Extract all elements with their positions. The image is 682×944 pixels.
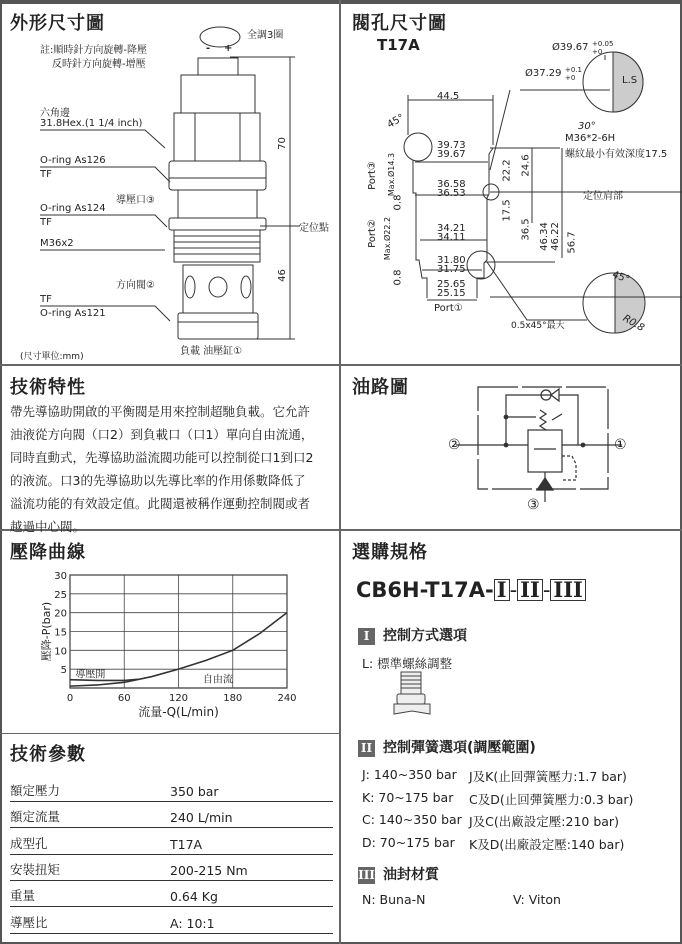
option-item: L: 標準螺絲調整: [362, 656, 453, 671]
plus-label: +: [224, 43, 233, 54]
callout-label: 六角邊: [40, 108, 70, 119]
dimension-label: 39.73: [437, 140, 466, 151]
tolerance-label: +0: [565, 74, 576, 82]
dimension-label: 46.22: [549, 222, 561, 251]
spring-range: J: 140~350 bar: [362, 767, 457, 782]
spring-note: C及D(止回彈簧壓力:0.3 bar): [469, 791, 634, 807]
note-line: 反時針方向旋轉-增壓: [52, 59, 146, 70]
section-title: 油路圖: [352, 377, 409, 398]
param-value: 200-215 Nm: [170, 862, 248, 878]
dimension-label: Max.Ø14.3: [387, 152, 397, 197]
dash: -: [542, 578, 551, 602]
annotation-free-flow: 自由流: [202, 674, 233, 686]
spring-range: D: 70~175 bar: [362, 834, 455, 850]
callout-label: 方向閥②: [116, 280, 155, 291]
section-badge: II: [358, 740, 375, 757]
spring-note: J及C(出廠設定壓:210 bar): [469, 814, 619, 829]
y-tick-label: 10: [54, 646, 67, 658]
callout-label: TF: [40, 217, 52, 228]
section-title: 技術特性: [10, 377, 86, 398]
callout-label: TF: [40, 169, 52, 180]
paragraph-line: 同時直動式，先導協助溢流閥功能可以控制從口1到口2: [10, 450, 314, 465]
model-code: [356, 578, 586, 602]
dimension-label: 34.21: [437, 223, 466, 234]
dimension-label: 定位點: [299, 223, 329, 234]
spring-note: J及K(止回彈簧壓力:1.7 bar): [469, 769, 627, 784]
callout-label: O-ring As124: [40, 203, 106, 214]
port-3-label: ③: [527, 497, 540, 513]
param-value: A: 10:1: [170, 915, 215, 931]
option-box-2: II: [517, 579, 543, 601]
adjust-screw-image: [392, 670, 432, 720]
tolerance-label: +0.05: [592, 40, 614, 48]
annotation-pilot-open: 導壓開: [75, 669, 106, 681]
thread-label: 螺紋最小有效深度17.5: [565, 149, 668, 160]
dimension-label: 39.67: [437, 149, 466, 160]
section-title: 壓降曲線: [10, 542, 86, 563]
param-row: [10, 804, 333, 828]
subsection-title: 控制彈簧選項(調壓範圍): [383, 740, 536, 756]
features-paragraph: [10, 400, 313, 538]
dimension-label: 36.5: [520, 218, 532, 241]
shoulder-label: 定位肩部: [583, 191, 623, 202]
seal-option-header: [358, 864, 439, 884]
y-tick-label: 30: [54, 571, 67, 582]
y-tick-label: 20: [54, 608, 67, 620]
seal-option-v: V: Viton: [513, 892, 561, 907]
y-tick-label: 15: [54, 627, 67, 639]
radius-label: R0.8: [620, 313, 647, 334]
dimension-label: 31.75: [437, 264, 466, 275]
callout-label: 負載 油壓缸①: [180, 346, 243, 357]
dimension-label: 36.58: [437, 179, 466, 190]
callout-label: 導壓口③: [116, 195, 155, 206]
port-label: Port③: [366, 161, 378, 190]
dimension-label: L.S: [622, 75, 638, 86]
dimension-label: 24.6: [520, 154, 532, 177]
port-label: Port②: [366, 219, 378, 248]
param-name: 重量: [10, 888, 36, 904]
param-value: 0.64 Kg: [170, 889, 218, 905]
paragraph-line: 帶先導協助開啟的平衡閥是用來控制超馳負載。它允許: [10, 404, 311, 419]
param-row: [10, 831, 333, 855]
port-label: Port①: [434, 303, 463, 314]
turns-label: 全調3圈: [247, 30, 284, 41]
dimension-label: 0.8: [392, 194, 404, 211]
callout-label: O-ring As121: [40, 308, 106, 319]
section-title: 選購規格: [352, 542, 428, 563]
dimension-label: 0.8: [392, 269, 404, 286]
section-title: 外形尺寸圖: [10, 13, 105, 34]
dimension-label: 56.7: [566, 231, 578, 254]
dimension-label: 22.2: [501, 159, 513, 182]
section-badge: I: [358, 628, 375, 645]
control-option-header: [358, 625, 467, 645]
spring-range: K: 70~175 bar: [362, 789, 454, 805]
param-name: 額定壓力: [10, 783, 61, 798]
paragraph-line: 溢流功能的有效設定值。此閥還被稱作運動控制閥或者: [10, 496, 311, 511]
param-value: 240 L/min: [170, 810, 233, 826]
divider: [0, 733, 340, 734]
angle-label: 45°: [610, 269, 632, 286]
y-tick-label: 25: [54, 589, 67, 601]
dimension-label: Ø39.67: [552, 42, 589, 53]
angle-label: 45°: [385, 112, 407, 131]
spring-note: K及D(出廠設定壓:140 bar): [469, 836, 625, 852]
param-name: 安裝扭矩: [10, 861, 61, 877]
subsection-title: 油封材質: [383, 867, 439, 883]
tolerance-label: +0.1: [565, 66, 582, 74]
pressure-drop-chart: [0, 560, 340, 730]
thread-label: M36*2-6H: [565, 133, 616, 144]
spring-range: C: 140~350 bar: [362, 812, 462, 827]
y-axis-label: 壓降-P(bar): [40, 601, 53, 662]
callout-label: 31.8Hex.(1 1/4 inch): [40, 118, 143, 129]
param-name: 導壓比: [10, 914, 48, 930]
subsection-title: 控制方式選項: [383, 628, 467, 644]
param-row: [10, 910, 333, 934]
option-box-3: III: [550, 579, 585, 601]
dimension-label: 31.80: [437, 255, 466, 266]
port-2-label: ②: [448, 437, 461, 453]
param-row: [10, 883, 333, 907]
paragraph-line: 越過中心閥。: [10, 519, 86, 534]
dimension-label: 25.65: [437, 279, 466, 290]
x-tick-label: 180: [223, 693, 243, 704]
divider: [0, 364, 682, 366]
x-tick-label: 60: [117, 693, 131, 704]
callout-label: TF: [40, 294, 52, 305]
dimension-label: 46: [276, 269, 288, 282]
param-name: 額定流量: [10, 809, 61, 825]
dimension-label: 34.11: [437, 232, 466, 243]
note-line: 註:順時針方向旋轉-降壓: [40, 45, 147, 56]
section-title: 閥孔尺寸圖: [352, 13, 447, 34]
param-row: [10, 857, 333, 881]
seal-option-n: N: Buna-N: [362, 892, 426, 907]
dimension-label: 17.5: [501, 199, 513, 222]
param-name: 成型孔: [10, 835, 48, 851]
x-tick-label: 0: [66, 693, 74, 704]
dimension-label: Max.Ø22.2: [383, 216, 393, 261]
option-box-1: I: [494, 579, 510, 601]
port-1-label: ①: [614, 437, 627, 453]
x-tick-label: 240: [277, 693, 297, 704]
dimension-label: 44.5: [437, 91, 460, 102]
dimension-label: 25.15: [437, 288, 466, 299]
param-value: T17A: [170, 836, 203, 852]
chamfer-label: 0.5x45°最大: [511, 321, 565, 331]
cavity-code: T17A: [377, 36, 420, 54]
unit-note: (尺寸單位:mm): [20, 352, 84, 362]
dimension-label: 46.34: [538, 222, 550, 251]
x-tick-label: 120: [168, 693, 189, 704]
dimension-label: 70: [276, 137, 288, 150]
angle-label: 30°: [578, 121, 596, 132]
dimension-label: Ø37.29: [525, 68, 562, 79]
paragraph-line: 的液流。口3的先導協助以先導比率的作用係數降低了: [10, 473, 306, 488]
section-title: 技術參數: [10, 744, 86, 765]
dash: -: [509, 578, 518, 602]
x-axis-label: 流量-Q(L/min): [138, 705, 219, 719]
minus-label: -: [206, 43, 211, 54]
y-tick-label: 5: [60, 665, 67, 677]
tolerance-label: +0: [592, 48, 603, 56]
callout-label: O-ring As126: [40, 155, 106, 166]
paragraph-line: 油液從方向閥（口2）到負載口（口1）單向自由流通，: [10, 427, 314, 442]
param-value: 350 bar: [170, 784, 219, 799]
param-row: [10, 778, 333, 802]
section-badge: III: [358, 867, 375, 882]
dimension-label: 36.53: [437, 188, 466, 199]
model-prefix: CB6H-T17A-: [356, 578, 494, 602]
spring-option-header: [358, 737, 536, 757]
callout-label: M36x2: [40, 238, 74, 249]
